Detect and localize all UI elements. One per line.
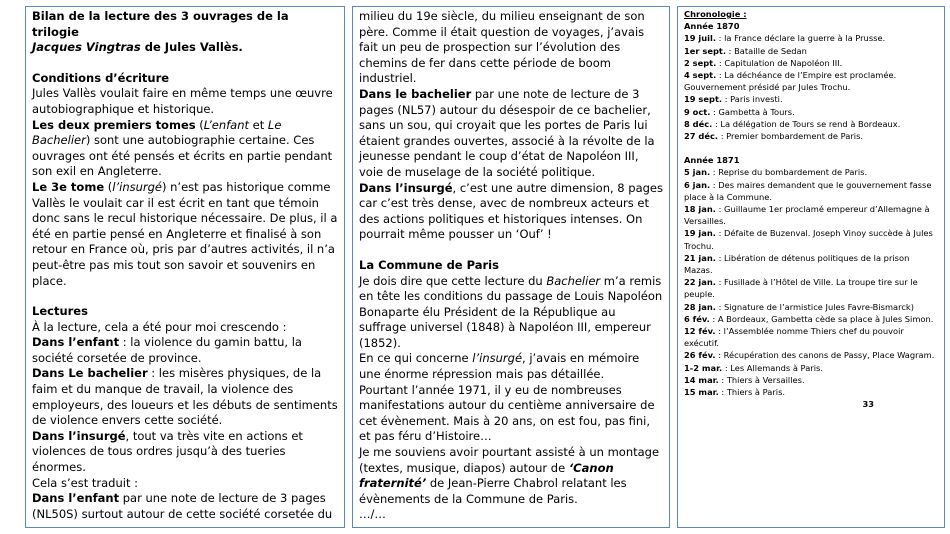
paragraph: Jules Vallès voulait faire en même temps une œuvre autobiographique et historique.	[32, 86, 333, 116]
paragraph: …/…	[359, 507, 386, 522]
text-column-1	[25, 6, 345, 528]
chronology-event: 1-2 mar. : Les Allemands à Paris.	[684, 362, 823, 373]
paragraph: À la lecture, cela a été pour moi crescendo :	[32, 319, 287, 334]
paragraph: Je me souviens avoir pourtant assisté à un montage (textes, musique, diapos) autour de ‘Canon fraternité’ de Jean-Pierre Chabrol relatant les évènements de la Commune de Paris.	[359, 445, 660, 506]
section-heading-conditions: Conditions d’écriture	[32, 70, 170, 85]
chronology-event: 9 oct. : Gambetta à Tours.	[684, 106, 795, 117]
paragraph: Pourtant l’année 1971, il y eu de nombreuses manifestations autour du centième anniversaire de cet évènement. Mais à 20 ans, on est fou, pas fini, et pas féru d’Histoire…	[359, 382, 655, 444]
paragraph: Dans l’insurgé, c’est une autre dimension, 8 pages car c’est très dense, avec de nombreux acteurs et des actions politiques et historiques intenses. On pourrait même pousser un ‘Ouf’ !	[359, 180, 663, 242]
chronology-event: 22 jan. : Fusillade à l’Hôtel de Ville. La troupe tire sur le peuple.	[684, 277, 918, 300]
paragraph: Dans l’enfant : la violence du gamin battu, la société corsetée de province.	[32, 335, 302, 365]
paragraph: milieu du 19e siècle, du milieu enseignant de son père. Comme il était question de voyages, j’avais fait un peu de prospection sur l’évolution des chemins de fer dans cette période de boom industriel.	[359, 9, 645, 86]
paragraph: En ce qui concerne l’insurgé, j’avais en mémoire une énorme répression mais pas détaillée.	[359, 351, 640, 382]
chronology-title: Chronologie :	[684, 9, 747, 19]
chronology-event: 12 fév. : l’Assemblée nomme Thiers chef du pouvoir exécutif.	[684, 326, 904, 349]
chronology-event: 1er sept. : Bataille de Sedan	[684, 45, 807, 56]
section-heading-lectures: Lectures	[32, 304, 88, 319]
chronology-event: 6 fév. : A Bordeaux, Gambetta cède sa place à Jules Simon.	[684, 313, 934, 324]
chronology-event: 28 jan. : Signature de l’armistice Jules Favre-Bismarck)	[684, 301, 914, 312]
paragraph: Les deux premiers tomes (L’enfant et Le Bachelier) sont une autobiographie certaine. Ces ouvrages ont été pensés et écrits en partie pendant son exil en Angleterre.	[32, 117, 333, 179]
section-heading-commune: La Commune de Paris	[359, 257, 499, 272]
chronology-column	[677, 6, 945, 528]
chronology-event: 8 déc. : La délégation de Tours se rend à Bordeaux.	[684, 118, 901, 129]
chronology-event: 15 mar. : Thiers à Paris.	[684, 387, 786, 398]
paragraph: Dans l’enfant par une note de lecture de 3 pages (NL50S) surtout autour de cette société corsetée du	[32, 491, 333, 521]
chronology-event: 27 déc. : Premier bombardement de Paris.	[684, 131, 864, 142]
paragraph: Le 3e tome (l’insurgé) n’est pas historique comme Vallès le voulait car il est écrit en tant que témoin donc sans le recul historique nécessaire. De plus, il a été en partie pensé en Angleterre et finalisé à son retour en France où, pris par d’autres activités, il n’a peut-être pas mis tout son savoir et souvenirs en place.	[32, 179, 338, 288]
paragraph: Dans l’insurgé, tout va très vite en actions et violences de tous ordres jusqu’à des tueries énormes.	[32, 428, 303, 475]
page-number: 33	[862, 399, 874, 410]
chronology-event: 26 fév. : Récupération des canons de Passy, Place Wagram.	[684, 350, 935, 361]
chronology-event: 19 juil. : la France déclare la guerre à la Prusse.	[684, 33, 886, 44]
chronology-event: 6 jan. : Des maires demandent que le gouvernement fasse place à la Commune.	[684, 179, 932, 202]
chronology-event: 21 jan. : Libération de détenus politiques de la prison Mazas.	[684, 252, 910, 276]
chronology-event: 2 sept. : Capitulation de Napoléon III.	[684, 57, 843, 68]
document-title: Bilan de la lecture des 3 ouvrages de la trilogie Jacques Vingtras de Jules Vallès.	[32, 9, 289, 55]
events-1871	[684, 166, 938, 398]
chronology-event: 4 sept. : La déchéance de l’Empire est proclamée. Gouvernement présidé par Jules Trochu.	[684, 70, 897, 93]
year-heading-1870: Année 1870	[684, 21, 740, 32]
chronology-event: 19 sept. : Paris investi.	[684, 94, 783, 105]
paragraph: Je dois dire que cette lecture du Bachelier m’a remis en tête les conditions du passage de Louis Napoléon Bonaparte élu Président de la République au suffrage universel (1848) à Napoléon III, empereur (1852).	[359, 273, 663, 350]
events-1870	[684, 32, 938, 142]
text-column-2	[352, 6, 670, 528]
paragraph: Dans le bachelier par une note de lecture de 3 pages (NL57) autour du désespoir de ce bachelier, sans un sou, qui croyait que les portes de Paris lui étaient grandes ouvertes, associé à la révolte de la jeunesse pendant le coup d’état de Napoléon III, voie de muselage de la société politique.	[359, 86, 655, 179]
chronology-event: 5 jan. : Reprise du bombardement de Paris.	[684, 167, 868, 178]
paragraph: Cela s’est traduit :	[32, 475, 138, 490]
year-heading-1871: Année 1871	[684, 155, 740, 166]
chronology-event: 18 jan. : Guillaume 1er proclamé empereur d’Allemagne à Versailles.	[684, 204, 930, 227]
chronology-event: 14 mar. : Thiers à Versailles.	[684, 374, 805, 385]
paragraph: Dans Le bachelier : les misères physiques, de la faim et du manque de travail, la violence des employeurs, des loueurs et les débuts de sentiments de violence envers cette société.	[32, 366, 338, 428]
chronology-event: 19 jan. : Défaite de Buzenval. Joseph Vinoy succède à Jules Trochu.	[684, 228, 933, 251]
